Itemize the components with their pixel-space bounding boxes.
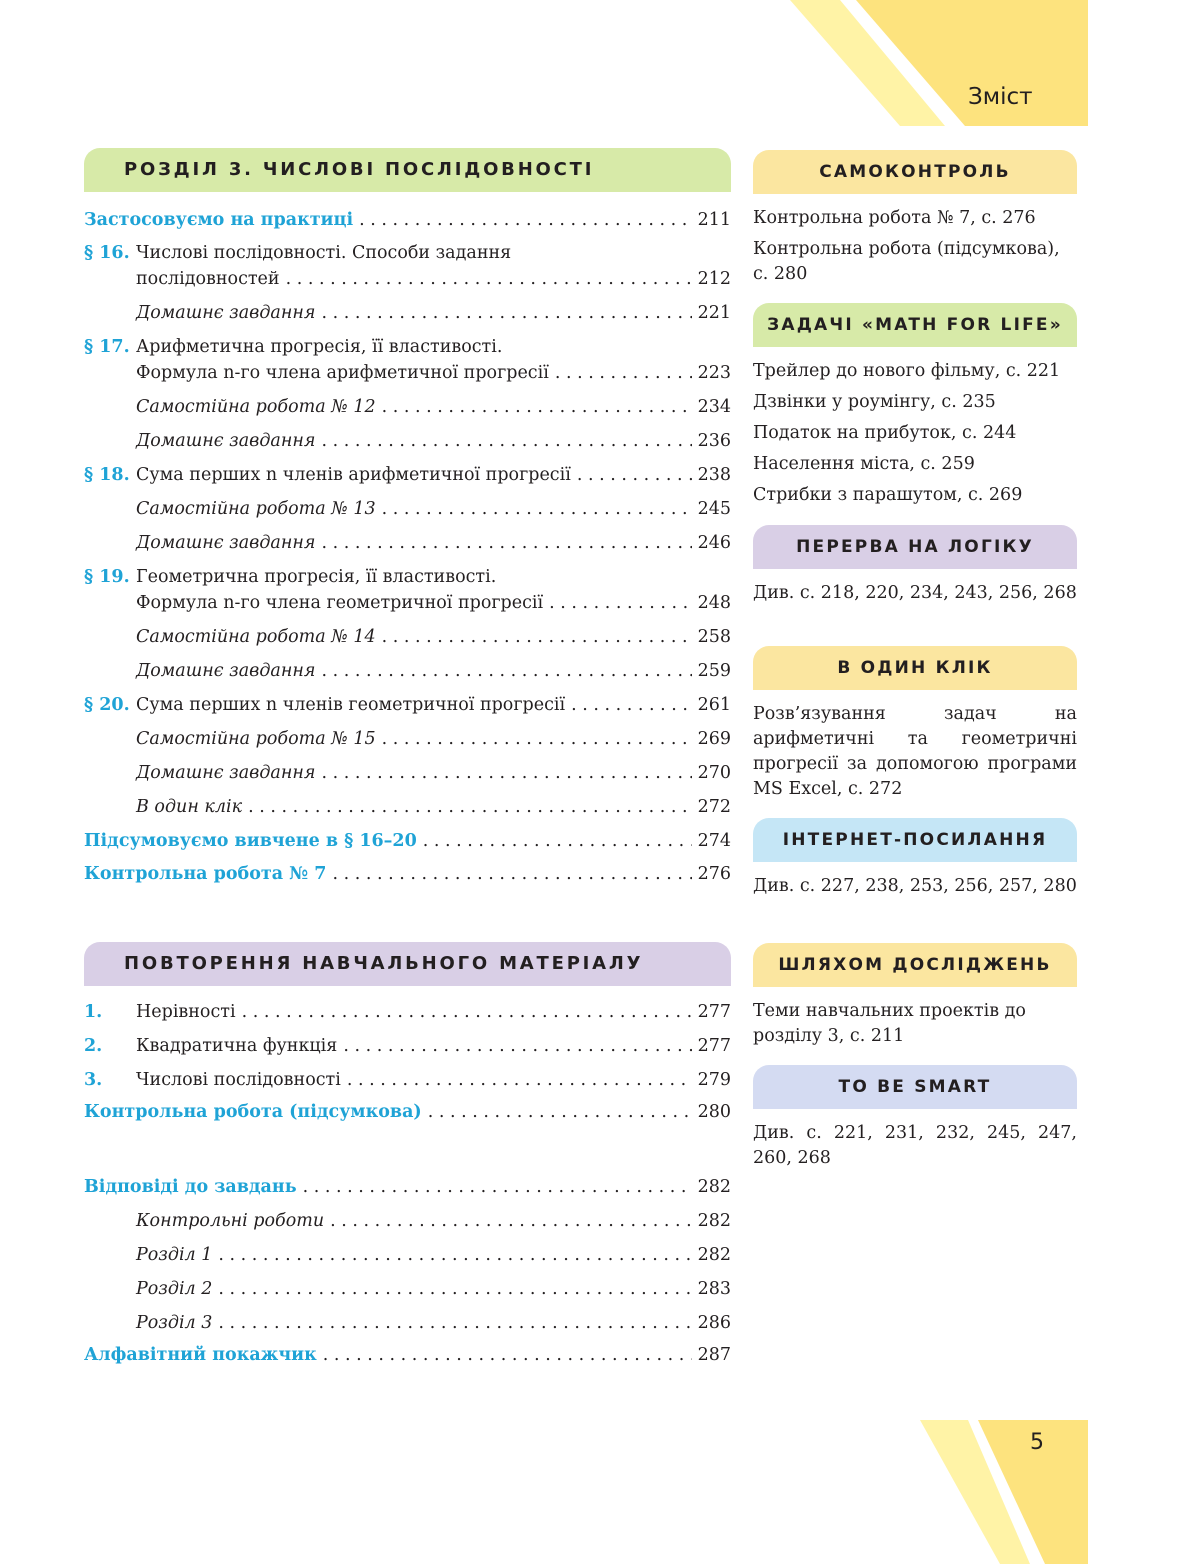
toc-row[interactable]: Формула n-го члена геометричної прогресії . . . 248 <box>84 590 731 616</box>
to-be-smart-panel <box>753 1065 1077 1171</box>
self-control-item[interactable]: Контрольна робота № 7, с. 276 <box>753 208 1036 228</box>
math-for-life-panel <box>753 303 1077 514</box>
toc-row[interactable]: Самостійна робота № 15 . . . 269 <box>84 726 731 752</box>
internet-links-text: Див. с. 227, 238, 253, 256, 257, 280 <box>753 876 1077 896</box>
toc-row[interactable]: Контрольна робота № 7 . . . 276 <box>84 861 731 887</box>
toc-row[interactable]: § 20. Сума перших n членів геометричної прогресії . . . 261 <box>84 692 731 718</box>
logic-break-text: Див. с. 218, 220, 234, 243, 256, 268 <box>753 583 1077 603</box>
toc-row[interactable]: Домашнє завдання . . . 236 <box>84 428 731 454</box>
internet-links-panel <box>753 818 1077 899</box>
to-be-smart-text: Див. с. 221, 231, 232, 245, 247, 260, 268 <box>753 1123 1077 1168</box>
research-title: ШЛЯХОМ ДОСЛІДЖЕНЬ <box>753 943 1077 987</box>
page-number: 5 <box>1030 1430 1044 1455</box>
toc-row[interactable]: Підсумовуємо вивчене в § 16–20 . . . 274 <box>84 828 731 854</box>
toc-row[interactable]: Самостійна робота № 12 . . . 234 <box>84 394 731 420</box>
toc-row[interactable]: Алфавітний покажчик . . . 287 <box>84 1342 731 1368</box>
one-click-panel <box>753 646 1077 802</box>
toc-row[interactable]: Самостійна робота № 14 . . . 258 <box>84 624 731 650</box>
toc-row[interactable]: Контрольні роботи . . . 282 <box>84 1208 731 1234</box>
toc-row[interactable]: Розділ 1 . . . 282 <box>84 1242 731 1268</box>
corner-decoration-top <box>780 0 1088 126</box>
toc-row[interactable]: Контрольна робота (підсумкова) . . . 280 <box>84 1099 731 1125</box>
math-for-life-item[interactable]: Стрибки з парашутом, с. 269 <box>753 485 1023 505</box>
research-text: Теми навчальних проектів до розділу 3, с. 211 <box>753 1001 1026 1046</box>
toc-row-heading: § 19. Геометрична прогресія, її властивості. <box>84 567 497 587</box>
math-for-life-item[interactable]: Дзвінки у роумінгу, с. 235 <box>753 392 996 412</box>
research-panel <box>753 943 1077 1049</box>
toc-row[interactable]: Домашнє завдання . . . 259 <box>84 658 731 684</box>
section3-toc <box>84 207 731 887</box>
toc-row[interactable]: 1. Нерівності . . . 277 <box>84 999 731 1025</box>
math-for-life-title: ЗАДАЧІ «MATH FOR LIFE» <box>753 303 1077 347</box>
self-control-panel <box>753 150 1077 293</box>
section3-block <box>84 148 731 192</box>
toc-row-heading: § 16. Числові послідовності. Способи задання <box>84 243 512 263</box>
section-label: Зміст <box>968 84 1033 110</box>
toc-row[interactable]: Домашнє завдання . . . 246 <box>84 530 731 556</box>
to-be-smart-title: TO BE SMART <box>753 1065 1077 1109</box>
corner-decoration-bottom <box>920 1420 1088 1564</box>
toc-row[interactable]: Формула n-го члена арифметичної прогресії . . . 223 <box>84 360 731 386</box>
math-for-life-item[interactable]: Населення міста, с. 259 <box>753 454 975 474</box>
toc-row[interactable]: Домашнє завдання . . . 221 <box>84 300 731 326</box>
review-title: ПОВТОРЕННЯ НАВЧАЛЬНОГО МАТЕРІАЛУ <box>84 942 731 986</box>
math-for-life-item[interactable]: Трейлер до нового фільму, с. 221 <box>753 361 1061 381</box>
toc-row[interactable]: Розділ 3 . . . 286 <box>84 1310 731 1336</box>
one-click-title: В ОДИН КЛІК <box>753 646 1077 690</box>
toc-row[interactable]: 2. Квадратична функція . . . 277 <box>84 1033 731 1059</box>
toc-row[interactable]: Застосовуємо на практиці . . . 211 <box>84 207 731 233</box>
toc-row[interactable]: Розділ 2 . . . 283 <box>84 1276 731 1302</box>
math-for-life-item[interactable]: Податок на прибуток, с. 244 <box>753 423 1017 443</box>
toc-row[interactable]: послідовностей . . . 212 <box>84 266 731 292</box>
toc-row[interactable]: § 18. Сума перших n членів арифметичної прогресії . . . 238 <box>84 462 731 488</box>
logic-break-panel <box>753 525 1077 606</box>
one-click-text: Розв’язування задач на арифметичні та геометричні прогресії за допомогою програми MS Excel, с. 272 <box>753 704 1077 799</box>
self-control-item[interactable]: Контрольна робота (підсумкова), с. 280 <box>753 239 1060 284</box>
section3-title: РОЗДІЛ 3. ЧИСЛОВІ ПОСЛІДОВНОСТІ <box>84 148 731 192</box>
toc-row[interactable]: 3. Числові послідовності . . . 279 <box>84 1067 731 1093</box>
self-control-title: САМОКОНТРОЛЬ <box>753 150 1077 194</box>
toc-row[interactable]: Самостійна робота № 13 . . . 245 <box>84 496 731 522</box>
logic-break-title: ПЕРЕРВА НА ЛОГІКУ <box>753 525 1077 569</box>
toc-row[interactable]: Відповіді до завдань . . . 282 <box>84 1174 731 1200</box>
review-block <box>84 942 731 986</box>
toc-row[interactable]: Домашнє завдання . . . 270 <box>84 760 731 786</box>
answers-toc <box>84 1174 731 1368</box>
toc-row-heading: § 17. Арифметична прогресія, її властивості. <box>84 337 503 357</box>
internet-links-title: ІНТЕРНЕТ-ПОСИЛАННЯ <box>753 818 1077 862</box>
review-toc <box>84 999 731 1125</box>
toc-row[interactable]: В один клік . . . 272 <box>84 794 731 820</box>
